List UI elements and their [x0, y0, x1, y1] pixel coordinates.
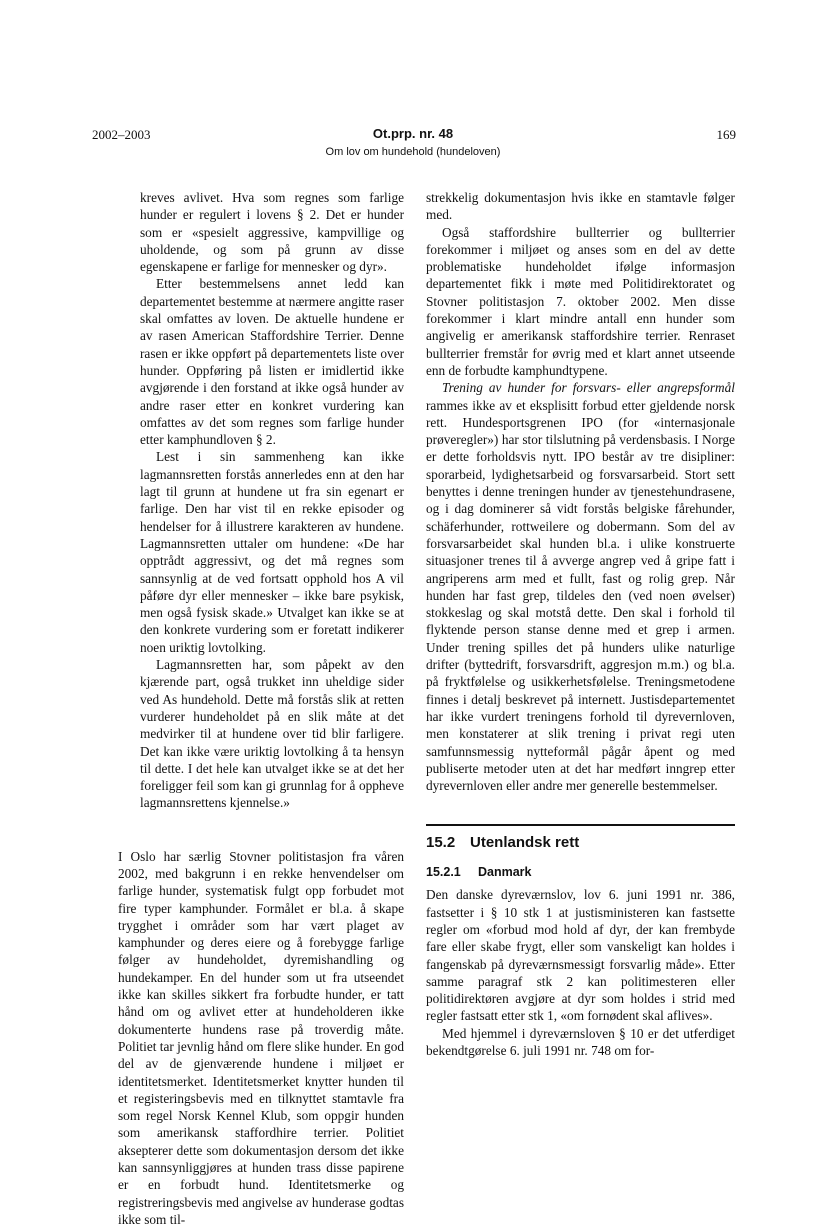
body-paragraph-danish-law: Den danske dyreværnslov, lov 6. juni 1991 nr. 386, fastsetter i § 10 stk 1 at justisministeren kan fastsette regler om «forbud mod hold af dyr, der kan frembyde fare eller skabe frygt, eller som vanskeligt kan holdes i fangenskab på dyreværnsmessigt forsvarlig måde». Etter samme paragraf stk 2 kan politimesteren eller politidirektøren avgjøre at dyr som holdes i strid med regler fastsatt etter stk 1, «om fornødent skal aflives».: [426, 887, 735, 1024]
body-paragraph-danish-regulation: Med hjemmel i dyreværnsloven § 10 er det utferdiget bekendtgørelse 6. juli 1991 nr. 748 om for-: [426, 1025, 735, 1059]
section-number: 15.2: [426, 834, 456, 852]
right-column: [426, 189, 735, 1059]
quote-paragraph-1: kreves avlivet. Hva som regnes som farlige hunder er regulert i lovens § 2. Det er hunder som er «spesielt aggressive, kampvillige og uholdende, og som på grunn av disse egenskapene er farlige for mennesker og dyr».: [140, 190, 404, 275]
left-column: [118, 189, 404, 1228]
page-number: 169: [716, 127, 736, 142]
body-paragraph-training: [426, 379, 735, 794]
section-title: Utenlandsk rett: [470, 834, 580, 852]
running-header-title: Ot.prp. nr. 48: [372, 126, 454, 141]
body-paragraph-oslo: I Oslo har særlig Stovner politistasjon fra våren 2002, med bakgrunn i en rekke henvendelser om farlige hunder, systematisk fulgt opp forbudet mot fire typer kamphunder. Formålet er bl.a. å skape trygghet i områder som har vært plaget av kamphunder og deres eiere og å forebygge farlige følger av hundeholdet, dyremishandling og hundekamper. En del hunder som ut fra utseendet ikke kan skilles sikkert fra forbudte hunder, er tatt hånd om og avlivet etter at hundeholderen ikke dokumenterte hundens rase på troverdig måte. Politiet tar jevnlig hånd om flere slike hunder. En god del av de gjenværende hundene i miljøet er identitetsmerket. Identitetsmerket knytter hunden til et registeringsbevis med en tilknyttet stamtavle fra som regel Norsk Kennel Klub, som oppgir hunden som amerikansk staffordhire terrier. Politiet aksepterer dette som dokumentasjon dersom det ikke kan sannsynliggjøres at hunden trass disse papirene er en forbudt hund. Identitetsmerke og registreringsbevis med angivelse av hunderase godtas ikke som til-: [118, 848, 404, 1227]
running-header-subtitle: Om lov om hundehold (hundeloven): [325, 146, 501, 158]
section-heading: [426, 824, 735, 852]
quote-paragraph-3: Lest i sin sammenheng kan ikke lagmannsretten forstås annerledes enn at den har lagt til grunn at hundene ut fra sin egenart er farlige. Den har vist til en rekke episoder og hendelser for å illustrere karakteren av hundene. Lagmannsretten uttaler om hundene: «De har opptrådt aggressivt, og det må regnes som sannsynlig at de ved fortsatt opphold hos A vil påføre dyr eller mennesker – ikke bare psykisk, men også fysisk skade.» Utvalget kan ikke se at den konkrete vurdering som er foretatt indikerer noen uriktig lovtolking.: [140, 449, 404, 655]
running-header-year: 2002–2003: [92, 127, 151, 142]
italic-lead: Trening av hunder for forsvars- eller angrepsformål: [442, 380, 735, 396]
training-text: rammes ikke av et eksplisitt forbud etter gjeldende norsk rett. Hundesportsgrenen IPO (for «internasjonale prøveregler») har stor tilslutning på verdensbasis. I Norge er dette forholdsvis nytt. IPO består av tre disipliner: sporarbeid, lydighetsarbeid og forsvarsarbeid. Stort sett benyttes i denne treningen hunder av tjenestehundrasene, og i dag dominerer så vidt forstås belgiske fårehunder, schäferhunder, rottweilere og dobermann. Som del av forsvarsarbeidet skal hunden bl.a. i ulike konstruerte situasjoner trenes til å avverge angrep ved å gripe fatt i angriperens arm med et fullt, fast og rolig grep. Når hunden har fast grep, tildeles den (ved noen øvelser) stokkeslag og skal motstå dette. Den skal i forhold til flyktende person stanse denne med et grep i armen. Under trening spilles det på hunders ulike naturlige drifter (byttedrift, forsvarsdrift, aggresjon m.m.) og bl.a. på fryktfølelse og usikkerhetsfølelse. Treningsmetodene finnes i detalj beskrevet på internett. Justisdepartementet har ikke vurdert treningens forhold til dyrevernloven, men konstaterer at slik trening i privat regi uten samfunnsmessig nytteformål pågår åpent og med publiserte metoder uten at det har medført inngrep etter dyrevernloven eller andre mer generelle bestemmelser.: [426, 397, 735, 794]
body-paragraph-staffordshire: Også staffordshire bullterrier og bullterrier forekommer i miljøet og anses som en del av dette problematiske hundeholdet ifølge informasjon departementet fikk i møte med Politidirektoratet og Stovner politistasjon 7. oktober 2002. Men disse forekommer i klart mindre antall enn hunder som angivelig er amerikansk staffordshire terrier. Renraset bullterrier fremstår for øvrig med et klart annet utseende enn de forbudte kamphundtypene.: [426, 224, 735, 378]
subsection-heading: [426, 864, 735, 880]
quoted-ruling: [140, 189, 404, 812]
quote-paragraph-2: Etter bestemmelsens annet ledd kan departementet bestemme at nærmere angitte raser skal omfattes av loven. De aktuelle hundene er av rasen American Staffordshire Terrier. Denne rasen er ikke oppført på departementets liste over hunder. Oppføring på listen er imidlertid ikke avgjørende i den forstand at ikke også hunder av andre raser etter en konkret vurdering kan omfattes av det som regnes som farlige hunder etter kamphundloven § 2.: [140, 276, 404, 448]
body-paragraph-continued: strekkelig dokumentasjon hvis ikke en stamtavle følger med.: [426, 190, 735, 223]
quote-paragraph-4: Lagmannsretten har, som påpekt av den kjærende part, også trukket inn uheldige sider ved As hundehold. Dette må forstås slik at retten vurderer hundeholdet på en slik måte at det medvirker til at hundene over tid blir farligere. Det kan ikke være uriktig lovtolking å ta hensyn til dette. I det hele kan utvalget ikke se at det her foreligger feil som kan gi grunnlag for å oppheve lagmannsrettens kjennelse.»: [140, 657, 404, 811]
subsection-title: Danmark: [478, 865, 532, 880]
subsection-number: 15.2.1: [426, 865, 461, 880]
